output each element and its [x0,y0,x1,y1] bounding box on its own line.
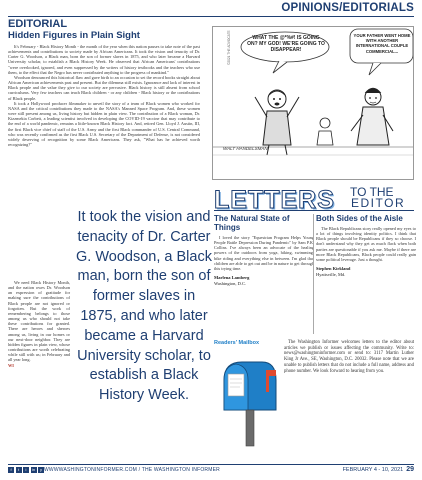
twitter-icon[interactable]: t [16,467,22,473]
letter-location: Hyattsville, Md. [316,271,346,277]
pull-quote: It took the vision and tenacity of Dr. Carter G. Woodson, a Black man, born the son of former slaves in 1875, and who later became a Harvard University scholar, to establish a Black History Week. [76,209,212,404]
letter-title: The Natural State of Things [214,214,290,232]
cartoon-credit: ©2021 THE ADVOCATE [227,30,231,65]
page-number: 29 [406,466,414,473]
editorial-paragraph: We need Black History Month, and the nation owes Dr. Woodson an expression of gratitude for making sure the contributions of Black people are not ignored or forgotten. But the work of remembering belongs to those among us who should not take these contributions for granted. There are heroes and sheroes among us, living in our homes or our next-door neighbor. They are hidden figures in plain view, whose contributions are worth celebrating while still with us; in February and all year long. [8,280,70,363]
footer-date [343,466,414,473]
editorial-paragraph: It took a Hollywood producer filmmaker to unveil the story of a team of Black women who worked for NASA and the critical contributions they made to the NASA's Manned Space Program. And, these women were still present among us, living history but hidden in plain view. The contribution of a Black woman, Dr. Kizzmekia Corbett, a leading scientist involved in developing the COVID-19 vaccine that may contribute to the end of a world pandemic, remains a little-known Black History fact. And, retired Gen. Lloyd J. Austin, III, the first Black vice chief of staff of the U.S. Army and the first Black commander of U.S. Central Command, who was recently confirmed as the first Black U.S. Secretary of the Department of Defense, is not considered widely deserving of recognition by some Black Americans. They ask, "What has he achieved worth recognizing?" [8,100,200,147]
top-rule [8,16,414,17]
cartoon-signature: WALT HANDELSMAN [223,146,268,151]
letter-item [214,214,314,286]
editorial-label: EDITORIAL [8,18,68,30]
letter-signature [214,275,314,286]
letter-body: I loved the story "Equestrian Program Helps Young People Battle Depression During Pandemic" by Sam P.K. Collins. I've always been an advocate of the healing powers of the outdoors from yoga, hiking, swimming, bike riding and everything else in between. I'm glad that children are able to get out and be in nature to get through this trying time. [214,235,314,271]
editorial-headline: Hidden Figures in Plain Sight [8,30,140,41]
bottom-rule [8,464,414,465]
editorial-narrow-column [8,280,70,368]
editorial-sign-off: WI [8,362,14,368]
letter-item [316,214,416,277]
mailbox-icon [218,352,280,448]
letters-rule [214,210,414,211]
editorial-body [8,44,200,147]
instagram-icon[interactable]: i [23,467,29,473]
letter-title: Both Sides of the Aisle [316,214,403,223]
issue-date: FEBRUARY 4 - 10, 2021 [342,467,404,473]
cartoon-bubble-right: YOUR FATHER WENT HOME WITH ANOTHER INTERNATIONAL COUPLE COMMERCIAL... [353,33,411,54]
letters-logo: LETTERS [214,186,335,214]
letter-author: Stephen Kirkland [316,266,351,272]
letter-body: The Black Republicans story really opened my eyes to a lot of things involving identity politics. I think that Black people should be Republicans if they so choose. I don't understand why they get as much flack when both parties are questionable if you ask me. Maybe if there are more Black Republicans, Black people could really gain some political leverage. Just a thought. [316,226,416,262]
linkedin-icon[interactable]: in [31,467,36,472]
facebook-icon[interactable]: f [8,467,14,473]
editorial-cartoon [212,26,414,180]
mailbox-text: The Washington Informer welcomes letters to the editor about articles we publish or issues affecting the community. Write to: news@washingtoninformer.com or send to: 3117 Martin Luther King Jr Ave., SE, Washington, D.C. 20032. Please note that we are unable to publish letters that do not include a full name, address and phone number. We look forward to hearing from you. [284,340,414,374]
letters-to-the: TO THE [350,185,394,199]
letters-editor: EDITOR [351,196,406,210]
letter-signature [316,266,416,277]
editorial-paragraph: Woodson denounced this historical flaw and gave birth to an occasion to set the record books straight about African American achievements past and present. But the dilemma still exists. Ignorance and lack of interest in Black people and the value they give to our society are pervasive. Black history is still absent from school curriculums. Very few teachers can teach Black children - or any children - Black history or the contributions of Black people. [8,74,200,101]
mailbox-label: Readers' Mailbox [214,340,260,346]
letter-location: Washington, D.C. [214,280,247,286]
letter-author: Marlena Lamberg [214,275,250,281]
cartoon-bubble-left: WHAT THE @*%#! IS GOING ON? MY GOD! WE'RE GOING TO DISAPPEAR! [247,35,325,53]
section-title: OPINIONS/EDITORIALS [281,2,414,14]
editorial-paragraph: It's February - Black History Month - the month of the year when this nation pauses to take note of the past achievements and contributions to society made by African Americans. It took the vision and tenacity of Dr. Carter G. Woodson, a Black man, born the son of former slaves in 1875, and who later became a Harvard University scholar, to establish a Black History Week. He observed that African Americans' contributions "were overlooked, ignored, and even suppressed by the writers of history textbooks and the teachers who use them, to the effect that the Negro has never contributed anything to the progress of mankind." [8,44,200,75]
readers-mailbox [214,340,414,458]
footer-url[interactable]: WWWWASHINGTONINFORMER.COM / THE WASHINGTON INFORMER [44,467,220,473]
social-icons [8,467,44,473]
letter-divider [313,214,314,334]
youtube-icon[interactable]: y [40,467,42,472]
